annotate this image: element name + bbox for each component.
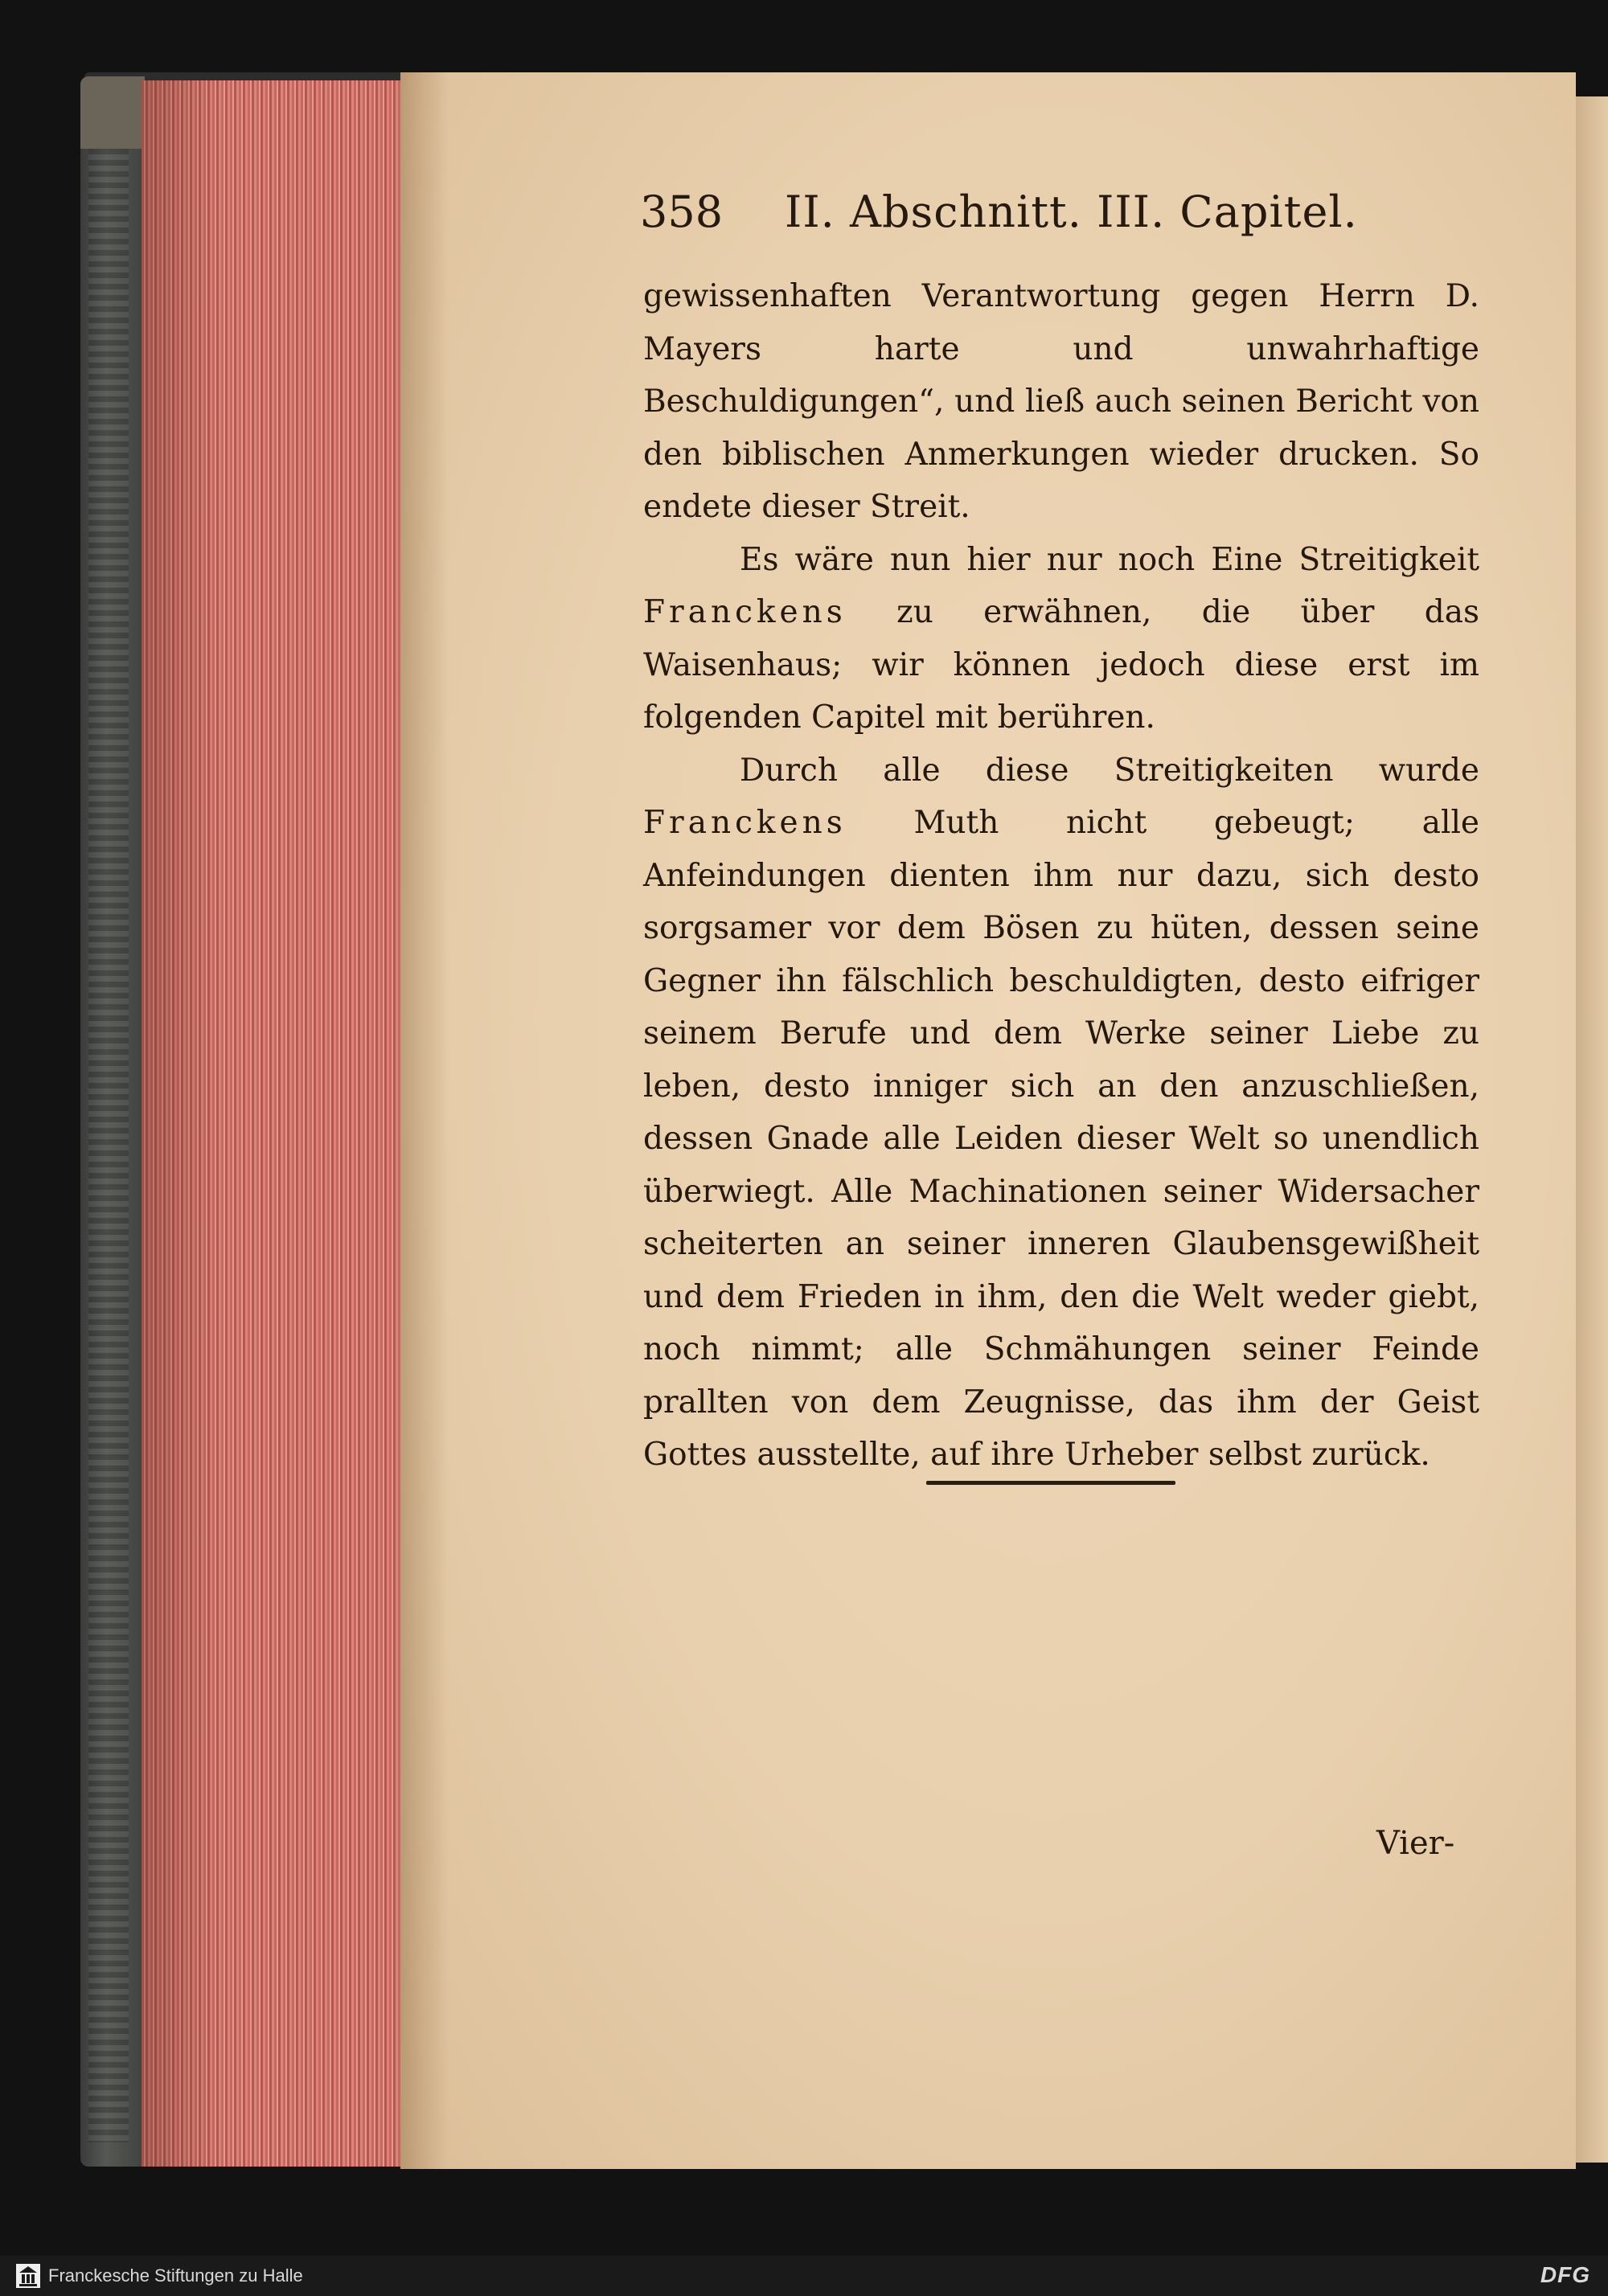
name-francke: Franckens: [643, 805, 847, 841]
gutter-shadow: [400, 72, 449, 2169]
paragraph-3-start: Durch alle diese Streitigkeiten wurde: [740, 752, 1479, 789]
book-cover-board: [80, 76, 145, 2167]
paragraph-2: [643, 534, 1479, 744]
page-block-shadow: [142, 80, 222, 2167]
running-head: II. Abschnitt. III. Capitel.: [785, 187, 1358, 237]
section-end-rule: [926, 1481, 1175, 1485]
paragraph-2-start: Es wäre nun hier nur noch Eine Streitigkeit: [740, 541, 1479, 578]
funder-logo: DFG: [1540, 2262, 1590, 2287]
viewer-footer: [0, 2256, 1608, 2296]
paragraph-2-rest: zu erwähnen, die über das Waisenhaus; wir können jedoch diese erst im folgenden Capitel mit berühren.: [643, 594, 1479, 736]
catchword: Vier-: [1376, 1825, 1455, 1862]
body-text: [643, 270, 1479, 1482]
cover-corner: [80, 76, 145, 149]
paragraph-3: [643, 744, 1479, 1482]
institution-label: Franckesche Stiftungen zu Halle: [48, 2265, 303, 2286]
foundation-emblem-icon: [14, 2262, 42, 2290]
paragraph-3-rest: Muth nicht gebeugt; alle Anfeindungen dienten ihm nur dazu, sich desto sorgsamer vor dem Bösen zu hüten, dessen seine Gegner ihn fälschlich beschuldigten, desto eifriger seinem Berufe und dem Werke seiner Liebe zu leben, desto inniger sich an den anzuschließen, dessen Gnade alle Leiden dieser Welt so unendlich überwiegt. Alle Machinationen seiner Widersacher scheiterten an seiner inneren Glaubensgewißheit und dem Frieden in ihm, den die Welt weder giebt, noch nimmt; alle Schmähungen seiner Feinde prallten von dem Zeugnisse, das ihm der Geist Gottes ausstellte, auf ihre Urheber selbst zurück.: [643, 805, 1479, 1473]
page-header: [640, 178, 1479, 243]
facing-page-edge: [1576, 96, 1608, 2163]
name-francke: Franckens: [643, 594, 847, 630]
paragraph-1: gewissenhaften Verantwortung gegen Herrn D. Mayers harte und unwahrhaftige Beschuldigungen“, und ließ auch seinen Bericht von den biblischen Anmerkungen wieder drucken. So endete dieser Streit.: [643, 278, 1479, 525]
page-number: 358: [640, 187, 724, 237]
